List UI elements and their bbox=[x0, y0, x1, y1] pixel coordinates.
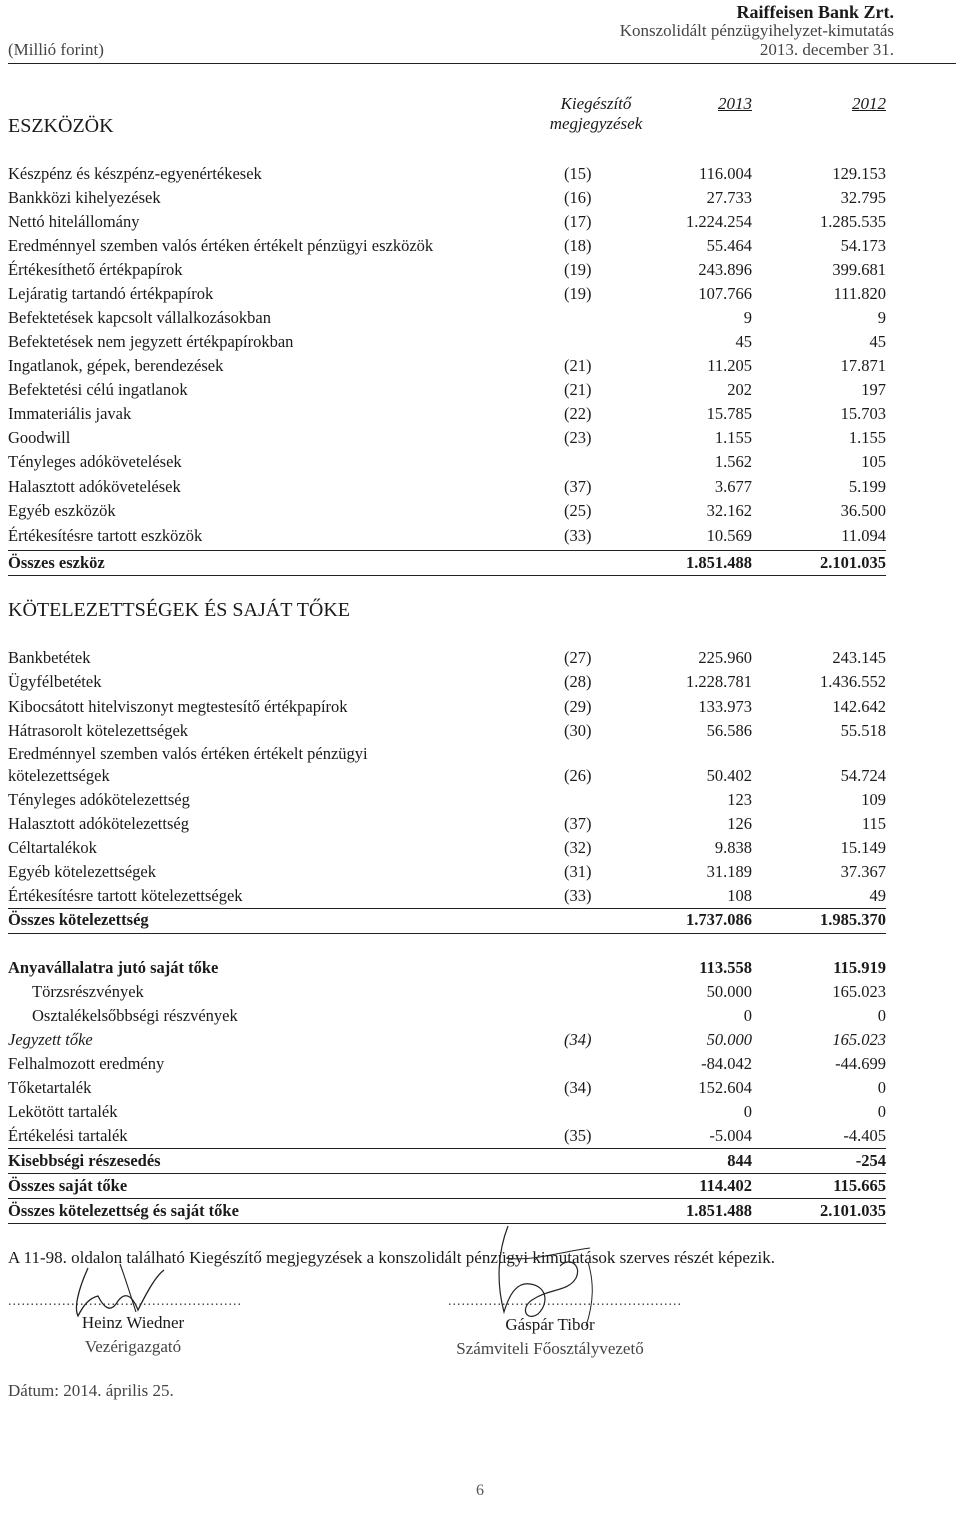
value-2013: 50.402 bbox=[706, 766, 752, 785]
total-liabilities-row bbox=[0, 910, 960, 934]
row-label: Bankbetétek bbox=[8, 648, 91, 667]
value-2012: 49 bbox=[869, 886, 886, 905]
row-note: (26) bbox=[564, 766, 592, 785]
value-2012: 0 bbox=[877, 1102, 886, 1121]
table-row bbox=[0, 648, 960, 672]
value-2012: 15.149 bbox=[840, 838, 886, 857]
table-row bbox=[0, 260, 960, 284]
value-2012: -4.405 bbox=[843, 1126, 886, 1145]
total-assets-row bbox=[0, 553, 960, 577]
table-row bbox=[0, 356, 960, 380]
value-2013: 56.586 bbox=[706, 721, 752, 740]
value-2013: 1.155 bbox=[714, 428, 752, 447]
value-2012: 37.367 bbox=[840, 862, 886, 881]
row-label: Ügyfélbetétek bbox=[8, 672, 102, 691]
row-note: (23) bbox=[564, 428, 592, 447]
row-note: (37) bbox=[564, 477, 592, 496]
value-2012: 1.285.535 bbox=[820, 212, 886, 231]
value-2013: 31.189 bbox=[706, 862, 752, 881]
row-label: Tényleges adókövetelések bbox=[8, 452, 182, 471]
value-2012: 109 bbox=[861, 790, 886, 809]
value-2013: -84.042 bbox=[701, 1054, 752, 1073]
value-2012: 0 bbox=[877, 1006, 886, 1025]
table-row bbox=[0, 721, 960, 745]
row-label: Összes saját tőke bbox=[8, 1176, 128, 1195]
value-2012: 2.101.035 bbox=[820, 553, 886, 572]
value-2012: 54.173 bbox=[840, 236, 886, 255]
row-note: (34) bbox=[564, 1030, 592, 1049]
row-label: Immateriális javak bbox=[8, 404, 132, 423]
table-row bbox=[0, 404, 960, 428]
value-2013: 0 bbox=[743, 1006, 752, 1025]
value-2012: 115 bbox=[861, 814, 886, 833]
divider bbox=[8, 575, 886, 576]
currency-unit: (Millió forint) bbox=[8, 40, 104, 59]
value-2012: 142.642 bbox=[832, 697, 886, 716]
liabilities-section-title: KÖTELEZETTSÉGEK ÉS SAJÁT TŐKE bbox=[8, 599, 351, 621]
signing-date: Dátum: 2014. április 25. bbox=[8, 1381, 174, 1400]
value-2012: 115.665 bbox=[833, 1176, 886, 1195]
row-label: Bankközi kihelyezések bbox=[8, 188, 161, 207]
table-row bbox=[0, 1030, 960, 1054]
signature-line-right: .................................................... bbox=[448, 1294, 682, 1309]
value-2012: 9 bbox=[877, 308, 886, 327]
minority-interest-row bbox=[0, 1151, 960, 1175]
value-2012: 399.681 bbox=[832, 260, 886, 279]
table-row bbox=[0, 284, 960, 308]
value-2013: 133.973 bbox=[698, 697, 752, 716]
row-label: Összes kötelezettség bbox=[8, 910, 149, 929]
table-row bbox=[0, 697, 960, 721]
value-2012: 36.500 bbox=[840, 501, 886, 520]
value-2012: 165.023 bbox=[832, 982, 886, 1001]
row-note: (21) bbox=[564, 380, 592, 399]
signer2-title: Számviteli Főosztályvezető bbox=[456, 1339, 644, 1358]
table-row bbox=[0, 428, 960, 452]
row-note: (30) bbox=[564, 721, 592, 740]
value-2013: 202 bbox=[727, 380, 752, 399]
statement-title: Konszolidált pénzügyihelyzet-kimutatás bbox=[619, 21, 894, 40]
row-note: (25) bbox=[564, 501, 592, 520]
value-2013: 113.558 bbox=[699, 958, 752, 977]
table-row bbox=[0, 744, 960, 790]
table-row bbox=[0, 1102, 960, 1126]
table-row bbox=[0, 477, 960, 501]
value-2013: 0 bbox=[743, 1102, 752, 1121]
row-note: (16) bbox=[564, 188, 592, 207]
table-row bbox=[0, 1078, 960, 1102]
value-2012: 5.199 bbox=[848, 477, 886, 496]
value-2013: 27.733 bbox=[706, 188, 752, 207]
table-row bbox=[0, 886, 960, 910]
row-note: (21) bbox=[564, 356, 592, 375]
value-2013: 15.785 bbox=[706, 404, 752, 423]
value-2012: 45 bbox=[869, 332, 886, 351]
total-equity-row bbox=[0, 1176, 960, 1200]
value-2012: -44.699 bbox=[835, 1054, 886, 1073]
table-row bbox=[0, 1054, 960, 1078]
table-row bbox=[0, 308, 960, 332]
row-label: Értékesítésre tartott kötelezettségek bbox=[8, 886, 243, 905]
table-row bbox=[0, 672, 960, 696]
table-row bbox=[0, 814, 960, 838]
value-2013: 1.224.254 bbox=[686, 212, 752, 231]
table-row bbox=[0, 452, 960, 476]
row-label: Eredménnyel szemben valós értéken értékelt pénzügyi eszközök bbox=[8, 236, 434, 255]
page-number: 6 bbox=[476, 1482, 484, 1499]
value-2013: 3.677 bbox=[714, 477, 752, 496]
row-label: Tényleges adókötelezettség bbox=[8, 790, 190, 809]
value-2013: 1.562 bbox=[714, 452, 752, 471]
row-label: Egyéb kötelezettségek bbox=[8, 862, 156, 881]
row-note: (18) bbox=[564, 236, 592, 255]
table-row bbox=[0, 1006, 960, 1030]
row-note: (33) bbox=[564, 886, 592, 905]
row-label: Értékelési tartalék bbox=[8, 1126, 128, 1145]
value-2013: 1.851.488 bbox=[686, 553, 752, 572]
table-row bbox=[0, 188, 960, 212]
table-row bbox=[0, 790, 960, 814]
row-label: Halasztott adókötelezettség bbox=[8, 814, 189, 833]
row-note: (19) bbox=[564, 284, 592, 303]
row-label: Ingatlanok, gépek, berendezések bbox=[8, 356, 224, 375]
divider bbox=[8, 1198, 886, 1199]
value-2013: 1.228.781 bbox=[686, 672, 752, 691]
value-2012: 243.145 bbox=[832, 648, 886, 667]
row-label: Egyéb eszközök bbox=[8, 501, 116, 520]
row-note: (29) bbox=[564, 697, 592, 716]
row-label: Lejáratig tartandó értékpapírok bbox=[8, 284, 214, 303]
value-2013: 243.896 bbox=[698, 260, 752, 279]
table-row bbox=[0, 862, 960, 886]
value-2013: 107.766 bbox=[698, 284, 752, 303]
value-2012: 165.023 bbox=[832, 1030, 886, 1049]
value-2012: 55.518 bbox=[840, 721, 886, 740]
row-note: (34) bbox=[564, 1078, 592, 1097]
value-2012: 105 bbox=[861, 452, 886, 471]
row-label: Céltartalékok bbox=[8, 838, 97, 857]
value-2013: 844 bbox=[727, 1151, 752, 1170]
row-label: Kibocsátott hitelviszonyt megtestesítő értékpapírok bbox=[8, 697, 348, 716]
table-row bbox=[0, 380, 960, 404]
signer1-name: Heinz Wiedner bbox=[81, 1313, 185, 1332]
row-label: Halasztott adókövetelések bbox=[8, 477, 181, 496]
value-2012: 0 bbox=[877, 1078, 886, 1097]
table-row bbox=[0, 526, 960, 550]
statement-date: 2013. december 31. bbox=[759, 40, 894, 59]
value-2012: 32.795 bbox=[840, 188, 886, 207]
value-2013: 152.604 bbox=[698, 1078, 752, 1097]
footnote: A 11-98. oldalon található Kiegészítő megjegyzések a konszolidált pénzügyi kimutatások szerves részét képezik. bbox=[8, 1248, 775, 1267]
assets-section-title: ESZKÖZÖK bbox=[8, 115, 114, 137]
divider bbox=[8, 1173, 886, 1174]
notes-header-line1: Kiegészítő bbox=[560, 94, 632, 113]
value-2012: 197 bbox=[861, 380, 886, 399]
value-2012: 2.101.035 bbox=[820, 1201, 886, 1220]
value-2013: 32.162 bbox=[706, 501, 752, 520]
value-2012: 1.436.552 bbox=[820, 672, 886, 691]
value-2013: 114.402 bbox=[699, 1176, 752, 1195]
row-note: (37) bbox=[564, 814, 592, 833]
value-2013: 50.000 bbox=[706, 1030, 752, 1049]
table-row bbox=[0, 1126, 960, 1150]
row-label: Felhalmozott eredmény bbox=[8, 1054, 165, 1073]
row-label: Értékesíthető értékpapírok bbox=[8, 260, 183, 279]
value-2013: 225.960 bbox=[698, 648, 752, 667]
row-label: Törzsrészvények bbox=[32, 982, 144, 1001]
value-2013: 9 bbox=[743, 308, 752, 327]
table-row bbox=[0, 164, 960, 188]
row-label: Goodwill bbox=[8, 428, 71, 447]
row-note: (33) bbox=[564, 526, 592, 545]
value-2013: 10.569 bbox=[706, 526, 752, 545]
divider bbox=[8, 908, 886, 909]
value-2013: 108 bbox=[727, 886, 752, 905]
table-row bbox=[0, 212, 960, 236]
row-label: Tőketartalék bbox=[8, 1078, 92, 1097]
value-2013: 123 bbox=[727, 790, 752, 809]
row-label: Kisebbségi részesedés bbox=[8, 1151, 161, 1170]
row-label: Készpénz és készpénz-egyenértékesek bbox=[8, 164, 262, 183]
value-2013: 9.838 bbox=[714, 838, 752, 857]
value-2012: 1.155 bbox=[848, 428, 886, 447]
value-2012: 17.871 bbox=[840, 356, 886, 375]
divider bbox=[8, 550, 886, 551]
row-label: Értékesítésre tartott eszközök bbox=[8, 526, 203, 545]
row-note: (32) bbox=[564, 838, 592, 857]
value-2013: 116.004 bbox=[698, 164, 752, 183]
notes-header-line2: megjegyzések bbox=[549, 114, 643, 133]
value-2013: 126 bbox=[727, 814, 752, 833]
row-label: Nettó hitelállomány bbox=[8, 212, 140, 231]
row-note: (17) bbox=[564, 212, 592, 231]
row-label: Befektetések nem jegyzett értékpapírokban bbox=[8, 332, 294, 351]
value-2012: 129.153 bbox=[832, 164, 886, 183]
year-2013-header: 2013 bbox=[718, 94, 752, 113]
company-name: Raiffeisen Bank Zrt. bbox=[736, 2, 894, 22]
value-2013: 45 bbox=[735, 332, 752, 351]
row-label: Osztalékelsőbbségi részvények bbox=[32, 1006, 238, 1025]
grand-total-row bbox=[0, 1201, 960, 1225]
row-note: (27) bbox=[564, 648, 592, 667]
table-row bbox=[0, 501, 960, 525]
row-note: (31) bbox=[564, 862, 592, 881]
row-note: (22) bbox=[564, 404, 592, 423]
row-note: (15) bbox=[564, 164, 592, 183]
table-row bbox=[0, 332, 960, 356]
value-2013: 1.737.086 bbox=[686, 910, 752, 929]
row-label: Lekötött tartalék bbox=[8, 1102, 118, 1121]
header-rule bbox=[8, 63, 956, 64]
row-label: Hátrasorolt kötelezettségek bbox=[8, 721, 189, 740]
value-2012: 115.919 bbox=[833, 958, 886, 977]
value-2012: -254 bbox=[855, 1151, 886, 1170]
signature-wiedner bbox=[60, 1260, 190, 1320]
divider bbox=[8, 1148, 886, 1149]
notes-column-header bbox=[536, 94, 656, 134]
row-label: Jegyzett tőke bbox=[8, 1030, 93, 1049]
row-note: (35) bbox=[564, 1126, 592, 1145]
table-row bbox=[0, 236, 960, 260]
signer1-title: Vezérigazgató bbox=[84, 1337, 182, 1356]
year-2012-header: 2012 bbox=[852, 94, 886, 113]
row-label: Eredménnyel szemben valós értéken értékelt pénzügyi bbox=[8, 744, 368, 763]
row-label: Anyavállalatra jutó saját tőke bbox=[8, 958, 219, 977]
value-2012: 111.820 bbox=[833, 284, 886, 303]
table-row bbox=[0, 838, 960, 862]
value-2013: 50.000 bbox=[706, 982, 752, 1001]
row-label: Befektetések kapcsolt vállalkozásokban bbox=[8, 308, 271, 327]
row-label: Összes kötelezettség és saját tőke bbox=[8, 1201, 239, 1220]
value-2012: 1.985.370 bbox=[820, 910, 886, 929]
table-row bbox=[0, 982, 960, 1006]
signature-line-left: .................................................... bbox=[8, 1294, 242, 1309]
row-note: (19) bbox=[564, 260, 592, 279]
value-2013: -5.004 bbox=[709, 1126, 752, 1145]
value-2012: 15.703 bbox=[840, 404, 886, 423]
row-label: Összes eszköz bbox=[8, 553, 105, 572]
row-label: Befektetési célú ingatlanok bbox=[8, 380, 188, 399]
signer2-name: Gáspár Tibor bbox=[505, 1315, 595, 1334]
divider bbox=[8, 933, 886, 934]
value-2012: 11.094 bbox=[841, 526, 886, 545]
row-note: (28) bbox=[564, 672, 592, 691]
value-2013: 11.205 bbox=[707, 356, 752, 375]
value-2013: 1.851.488 bbox=[686, 1201, 752, 1220]
divider bbox=[8, 1223, 886, 1224]
value-2012: 54.724 bbox=[840, 766, 886, 785]
parent-equity-row bbox=[0, 958, 960, 982]
value-2013: 55.464 bbox=[706, 236, 752, 255]
row-label-continued: kötelezettségek bbox=[8, 766, 110, 785]
